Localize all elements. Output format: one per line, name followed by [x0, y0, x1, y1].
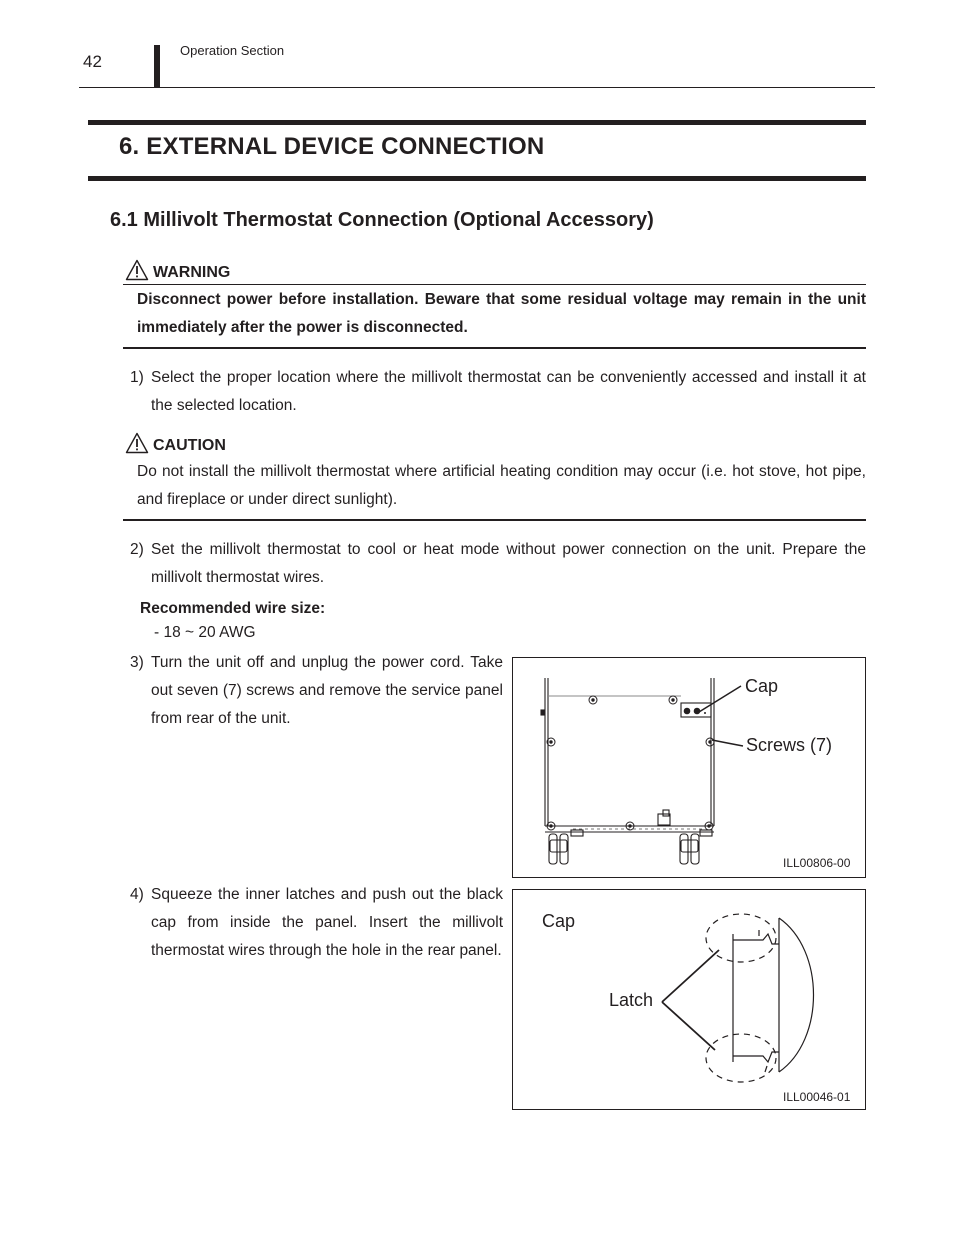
figure-code: ILL00806-00: [783, 856, 851, 870]
step-number: 3): [130, 654, 144, 671]
header-bar: [154, 45, 160, 88]
header-rule: [79, 87, 875, 88]
figure-rear-panel: [512, 657, 866, 878]
caution-text: Do not install the millivolt thermostat where artificial heating condition may occur (i.e. hot stove, hot pipe, and fireplace or under direct sunlight).: [137, 463, 866, 508]
step-2: [130, 536, 866, 592]
figure-cap-detail: [512, 889, 866, 1110]
cap-label: Cap: [745, 676, 779, 696]
step-3: [130, 649, 503, 733]
warning-rule-bottom: [123, 347, 866, 349]
screws-label: Screws (7): [746, 735, 833, 755]
recommended-item: - 18 ~ 20 AWG: [154, 624, 256, 641]
step-number: 1): [130, 369, 144, 386]
step-number: 4): [130, 886, 144, 903]
recommended-title: Recommended wire size:: [140, 600, 326, 617]
running-header: Operation Section: [180, 43, 285, 58]
step-number: 2): [130, 541, 144, 558]
rear-panel-illustration: [513, 658, 865, 877]
cap-label: Cap: [542, 911, 576, 931]
caution-heading: [125, 432, 226, 459]
section-title: 6.1 Millivolt Thermostat Connection (Optional Accessory): [110, 209, 654, 231]
caution-label: CAUTION: [153, 436, 226, 454]
warning-heading: [125, 259, 230, 286]
chapter-title: 6. EXTERNAL DEVICE CONNECTION: [119, 133, 545, 160]
step-text: Turn the unit off and unplug the power cord. Take out seven (7) screws and remove the service panel from rear of the unit.: [151, 654, 503, 727]
figure-code: ILL00046-01: [783, 1090, 851, 1104]
step-4: [130, 881, 503, 965]
page-number: 42: [83, 52, 102, 71]
caution-triangle-icon: [125, 432, 149, 459]
step-text: Squeeze the inner latches and push out the black cap from inside the panel. Insert the millivolt thermostat wires through the hole in the rear panel.: [151, 886, 503, 959]
warning-triangle-icon: [125, 259, 149, 286]
caution-rule-bottom: [123, 519, 866, 521]
chapter-rule-top: [88, 120, 866, 125]
step-text: Select the proper location where the millivolt thermostat can be conveniently accessed and install it at the selected location.: [151, 369, 866, 414]
warning-text: Disconnect power before installation. Beware that some residual voltage may remain in the unit immediately after the power is disconnected.: [137, 291, 866, 336]
warning-label: WARNING: [153, 263, 231, 281]
latch-label: Latch: [609, 990, 654, 1010]
step-text: Set the millivolt thermostat to cool or heat mode without power connection on the unit. Prepare the millivolt thermostat wires.: [151, 541, 866, 586]
chapter-rule-bottom: [88, 176, 866, 181]
warning-rule-top: [123, 284, 866, 285]
step-1: [130, 364, 866, 420]
